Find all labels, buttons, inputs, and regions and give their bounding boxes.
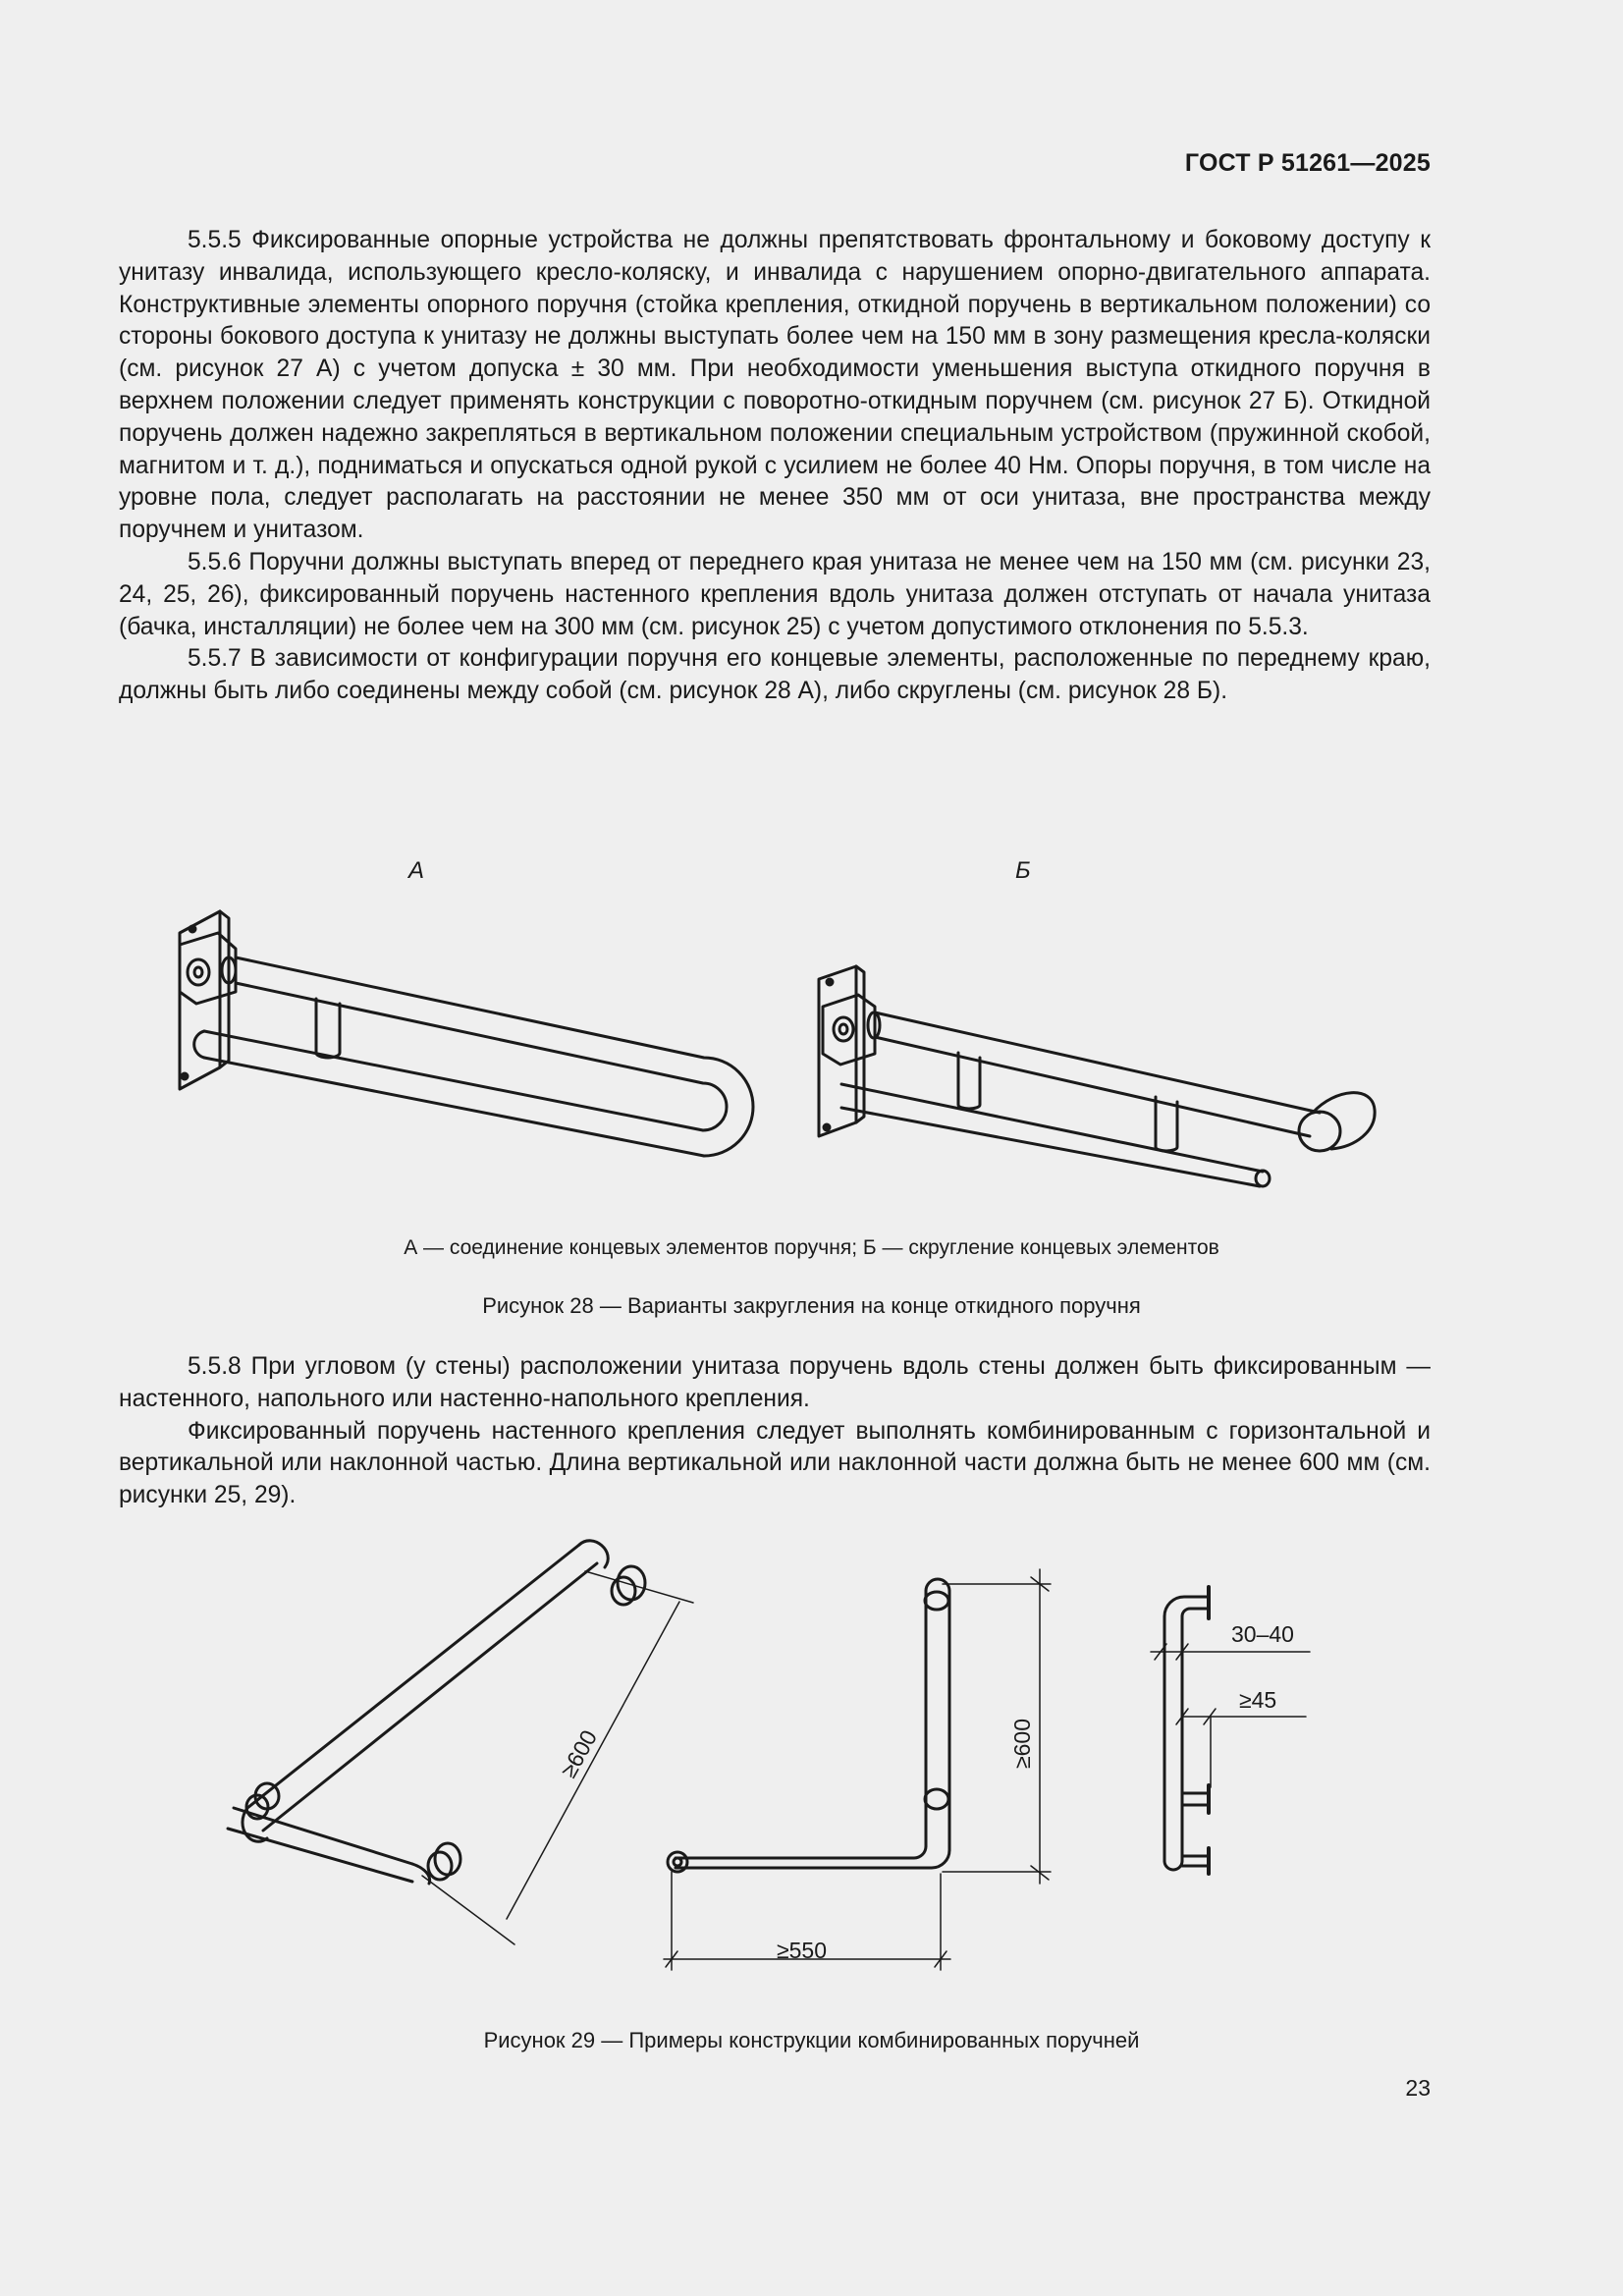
dim-gap-label: 30–40 — [1231, 1621, 1294, 1647]
body-text-bottom — [119, 1351, 1431, 1512]
figure28-label-b: Б — [1015, 857, 1031, 884]
paragraph-5-5-5: 5.5.5 Фиксированные опорные устройства не должны препятствовать фронтальному и боковому доступу к унитазу инвалида, использующего кресло-коляску, и инвалида с нарушением опорно-двигательного аппарата. Конструктивные элементы опорного поручня (стойка крепления, откидной поручень в вертикальном положении) со стороны бокового доступа к унитазу не должны выступать более чем на 150 мм в зону размещения кресла-коляски (см. рисунок 27 А) с учетом допуска ± 30 мм. При необходимости уменьшения выступа откидного поручня в верхнем положении следует применять конструкции с поворотно-откидным поручнем (см. рисунок 27 Б). Откидной поручень должен надежно закрепляться в вертикальном положении специальным устройством (пружинной скобой, магнитом и т. д.), подниматься и опускаться одной рукой с усилием не более 40 Нм. Опоры поручня, в том числе на уровне пола, следует располагать на расстоянии не менее 350 мм от оси унитаза, вне пространства между поручнем и унитазом. — [119, 227, 1431, 544]
paragraph-5-5-6: 5.5.6 Поручни должны выступать вперед от переднего края унитаза не менее чем на 150 мм (см. рисунки 23, 24, 25, 26), фиксированный поручень настенного крепления вдоль унитаза должен отступать от начала унитаза (бачка, инсталляции) не более чем на 300 мм (см. рисунок 25) с учетом допустимого отклонения по 5.5.3. — [119, 548, 1431, 640]
dim-horizontal-label: ≥550 — [777, 1938, 827, 1963]
figure29-inclined-rail-drawing — [228, 1541, 693, 1944]
figure28a-rail-drawing — [180, 911, 753, 1156]
paragraph-5-5-7: 5.5.7 В зависимости от конфигурации поручня его концевые элементы, расположенные по переднему краю, должны быть либо соединены между собой (см. рисунок 28 А), либо скруглены (см. рисунок 28 Б). — [119, 645, 1431, 705]
dim-offset-label: ≥45 — [1239, 1687, 1277, 1713]
paragraph-5-5-8: 5.5.8 При угловом (у стены) расположении унитаза поручень вдоль стены должен быть фиксированным — настенного, напольного или настенно-напольного крепления. — [119, 1353, 1431, 1412]
figure29-l-rail-drawing — [664, 1569, 1051, 1970]
dim-diagonal-label: ≥600 — [555, 1725, 603, 1782]
paragraph-5-5-8-cont: Фиксированный поручень настенного крепления следует выполнять комбинированным с горизонтальной и вертикальной или наклонной частью. Длина вертикальной или наклонной части должна быть не менее 600 мм (см. рисунки 25, 29). — [119, 1417, 1431, 1509]
figure28-label-a: А — [408, 857, 425, 884]
figure28-legend: А — соединение концевых элементов поручня; Б — скругление концевых элементов — [404, 1236, 1219, 1259]
dim-vertical-label: ≥600 — [1009, 1719, 1035, 1769]
page-number: 23 — [1405, 2075, 1431, 2101]
figure28-caption: Рисунок 28 — Варианты закругления на конце откидного поручня — [482, 1293, 1141, 1318]
figure29-caption: Рисунок 29 — Примеры конструкции комбинированных поручней — [483, 2028, 1140, 2052]
document-id: ГОСТ Р 51261—2025 — [1184, 149, 1431, 177]
figure28b-rail-drawing — [819, 966, 1375, 1186]
